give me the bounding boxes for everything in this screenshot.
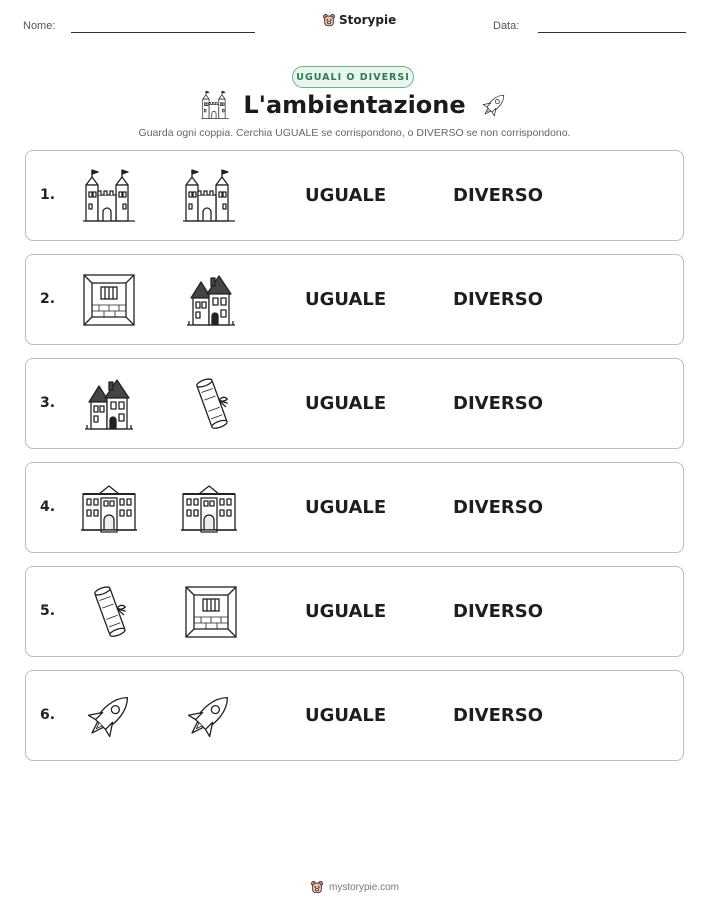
name-line[interactable]: [71, 32, 255, 33]
question-number: 3.: [40, 395, 56, 411]
question-row: [25, 462, 684, 553]
question-number: 1.: [40, 187, 56, 203]
scroll-icon: [181, 374, 241, 434]
option-same[interactable]: UGUALE: [305, 705, 387, 726]
school-building-icon: [179, 478, 239, 538]
rocket-icon: [179, 686, 239, 746]
question-row: [25, 254, 684, 345]
storypie-bear-logo-icon: [310, 880, 324, 894]
rocket-icon: [478, 89, 510, 121]
question-number: 6.: [40, 707, 56, 723]
rocket-icon: [79, 686, 139, 746]
question-row: [25, 358, 684, 449]
option-different[interactable]: DIVERSO: [453, 497, 543, 518]
prison-cell-icon: [79, 270, 139, 330]
option-different[interactable]: DIVERSO: [453, 601, 543, 622]
haunted-house-icon: [79, 374, 139, 434]
footer-url[interactable]: mystorypie.com: [328, 881, 399, 893]
option-different[interactable]: DIVERSO: [453, 185, 543, 206]
haunted-house-icon: [181, 270, 241, 330]
option-different[interactable]: DIVERSO: [453, 289, 543, 310]
prison-cell-icon: [181, 582, 241, 642]
question-number: 4.: [40, 499, 56, 515]
brand: [322, 13, 396, 27]
option-same[interactable]: UGUALE: [305, 289, 387, 310]
scroll-icon: [79, 582, 139, 642]
option-same[interactable]: UGUALE: [305, 601, 387, 622]
worksheet-type-badge: UGUALI O DIVERSI: [292, 66, 414, 88]
school-building-icon: [79, 478, 139, 538]
question-number: 2.: [40, 291, 56, 307]
option-same[interactable]: UGUALE: [305, 393, 387, 414]
question-row: [25, 150, 684, 241]
castle-icon: [79, 166, 139, 226]
castle-icon: [199, 89, 231, 121]
question-row: [25, 566, 684, 657]
instructions: Guarda ogni coppia. Cerchia UGUALE se corrispondono, o DIVERSO se non corrispondono.: [138, 127, 571, 139]
footer: [0, 880, 709, 894]
option-different[interactable]: DIVERSO: [453, 393, 543, 414]
name-label: Nome:: [23, 20, 56, 32]
brand-name: Storypie: [339, 13, 397, 27]
date-label: Data:: [493, 20, 520, 32]
question-row: [25, 670, 684, 761]
option-same[interactable]: UGUALE: [305, 497, 387, 518]
castle-icon: [179, 166, 239, 226]
date-line[interactable]: [538, 32, 686, 33]
title-row: [0, 89, 709, 121]
question-number: 5.: [40, 603, 56, 619]
page-title: L'ambientazione: [243, 91, 466, 119]
option-different[interactable]: DIVERSO: [453, 705, 543, 726]
storypie-bear-logo-icon: [322, 13, 336, 27]
option-same[interactable]: UGUALE: [305, 185, 387, 206]
